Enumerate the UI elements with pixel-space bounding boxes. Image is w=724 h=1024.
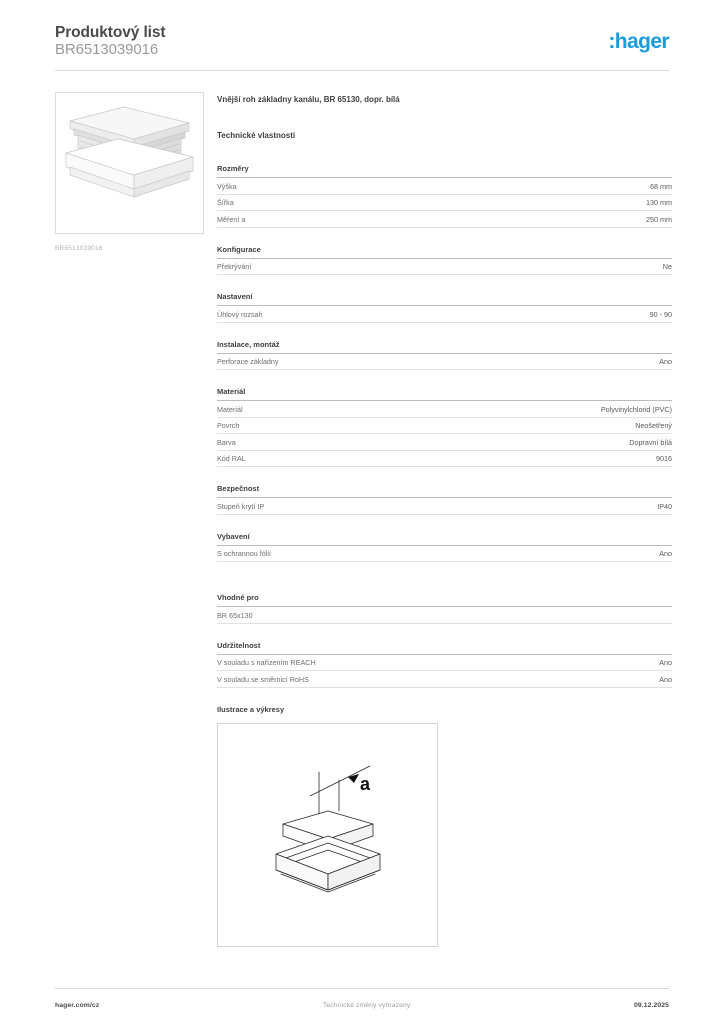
spec-row-label: Perforace základny <box>217 357 279 366</box>
illustrations-heading: Ilustrace a výkresy <box>217 704 285 714</box>
spec-row <box>217 195 672 212</box>
spec-row-label: Překrývání <box>217 262 252 271</box>
page-header <box>55 24 669 70</box>
technical-drawing-image <box>218 724 437 946</box>
page-footer <box>55 998 669 1012</box>
product-name: Vnější roh základny kanálu, BR 65130, dopr. bílá <box>217 95 400 104</box>
spec-row <box>217 354 672 371</box>
spec-group <box>217 640 672 688</box>
spec-group <box>217 163 672 228</box>
spec-row-label: Stupeň krytí IP <box>217 501 265 511</box>
page-title: Produktový list <box>55 24 166 41</box>
spec-row-value: Ano <box>659 674 672 684</box>
spec-row-label: S ochrannou fólií <box>217 549 271 558</box>
specifications-panel <box>217 94 672 947</box>
spec-group-title: Bezpečnost <box>217 483 672 498</box>
spec-group-title: Vhodné pro <box>217 592 672 607</box>
spec-row <box>217 178 672 195</box>
spec-row <box>217 434 672 451</box>
spec-group <box>217 244 672 276</box>
spec-row-value: 9016 <box>656 454 672 463</box>
spec-group-title: Udržitelnost <box>217 640 672 655</box>
spec-row-label: Kód RAL <box>217 454 246 463</box>
product-photo <box>55 92 204 234</box>
spec-row-label: Povrch <box>217 421 240 430</box>
product-reference: BR6513039016 <box>55 41 159 58</box>
spec-group <box>217 386 672 467</box>
spec-row <box>217 546 672 563</box>
footer-divider <box>55 988 669 989</box>
spec-group <box>217 483 672 515</box>
specifications-heading: Technické vlastnosti <box>217 131 296 140</box>
spec-row-label: V souladu s nařízením REACH <box>217 658 316 667</box>
spec-row-label: Šířka <box>217 198 234 207</box>
spec-row-value: Ano <box>659 658 672 667</box>
hager-logo: :hager <box>608 30 669 53</box>
product-photo-caption: BR6513039016 <box>55 245 103 252</box>
spec-row <box>217 655 672 672</box>
spec-group <box>217 531 672 563</box>
dimension-label-a: a <box>360 773 371 794</box>
spec-row-label: Výška <box>217 181 237 191</box>
spec-row-value: 250 mm <box>646 214 672 224</box>
spec-row-value: Dopravní bílá <box>629 437 672 447</box>
spec-row-value: Polyvinylchlorid (PVC) <box>600 404 672 414</box>
spec-row <box>217 498 672 515</box>
spec-row <box>217 607 672 624</box>
spec-group <box>217 339 672 371</box>
spec-row-label: Materiál <box>217 404 243 414</box>
spec-row-value: Ne <box>662 262 672 271</box>
spec-group <box>217 592 672 624</box>
spec-row <box>217 418 672 435</box>
spec-group-title: Konfigurace <box>217 244 672 259</box>
spec-group-title: Instalace, montáž <box>217 339 672 354</box>
spec-row-value: Ano <box>659 357 672 366</box>
header-divider <box>55 70 669 71</box>
spec-row-value: IP40 <box>657 501 672 511</box>
spec-row <box>217 259 672 276</box>
spec-row <box>217 211 672 228</box>
footer-disclaimer: Technické změny vyhrazeny <box>322 1001 411 1009</box>
spec-row <box>217 671 672 688</box>
spec-group-title: Vybavení <box>217 531 672 546</box>
spec-row-value: Neošetřený <box>635 421 672 430</box>
spec-group-title: Nastavení <box>217 291 672 306</box>
technical-drawing <box>217 723 438 947</box>
spec-row-label: Měření a <box>217 214 246 224</box>
spec-group-title: Rozměry <box>217 163 672 178</box>
spec-row-label: Barva <box>217 437 236 447</box>
footer-date: 09.12.2025 <box>633 1001 669 1009</box>
spec-row-value: 90 - 90 <box>649 309 672 319</box>
spec-row <box>217 306 672 323</box>
spec-row-value: 68 mm <box>650 181 672 191</box>
spec-row-label: V souladu se směrnicí RoHS <box>217 674 309 684</box>
spec-group-title: Materiál <box>217 386 672 401</box>
footer-website[interactable]: hager.com/cz <box>55 1001 100 1009</box>
spec-row <box>217 401 672 418</box>
spec-row-label: Úhlový rozsah <box>217 309 263 319</box>
spec-group <box>217 291 672 323</box>
product-photo-image <box>56 93 203 233</box>
spec-row <box>217 451 672 468</box>
spec-row-value: Ano <box>659 549 672 558</box>
specification-groups <box>217 163 672 688</box>
spec-row-value: 130 mm <box>646 198 672 207</box>
spec-row-label: BR 65x130 <box>217 610 253 620</box>
